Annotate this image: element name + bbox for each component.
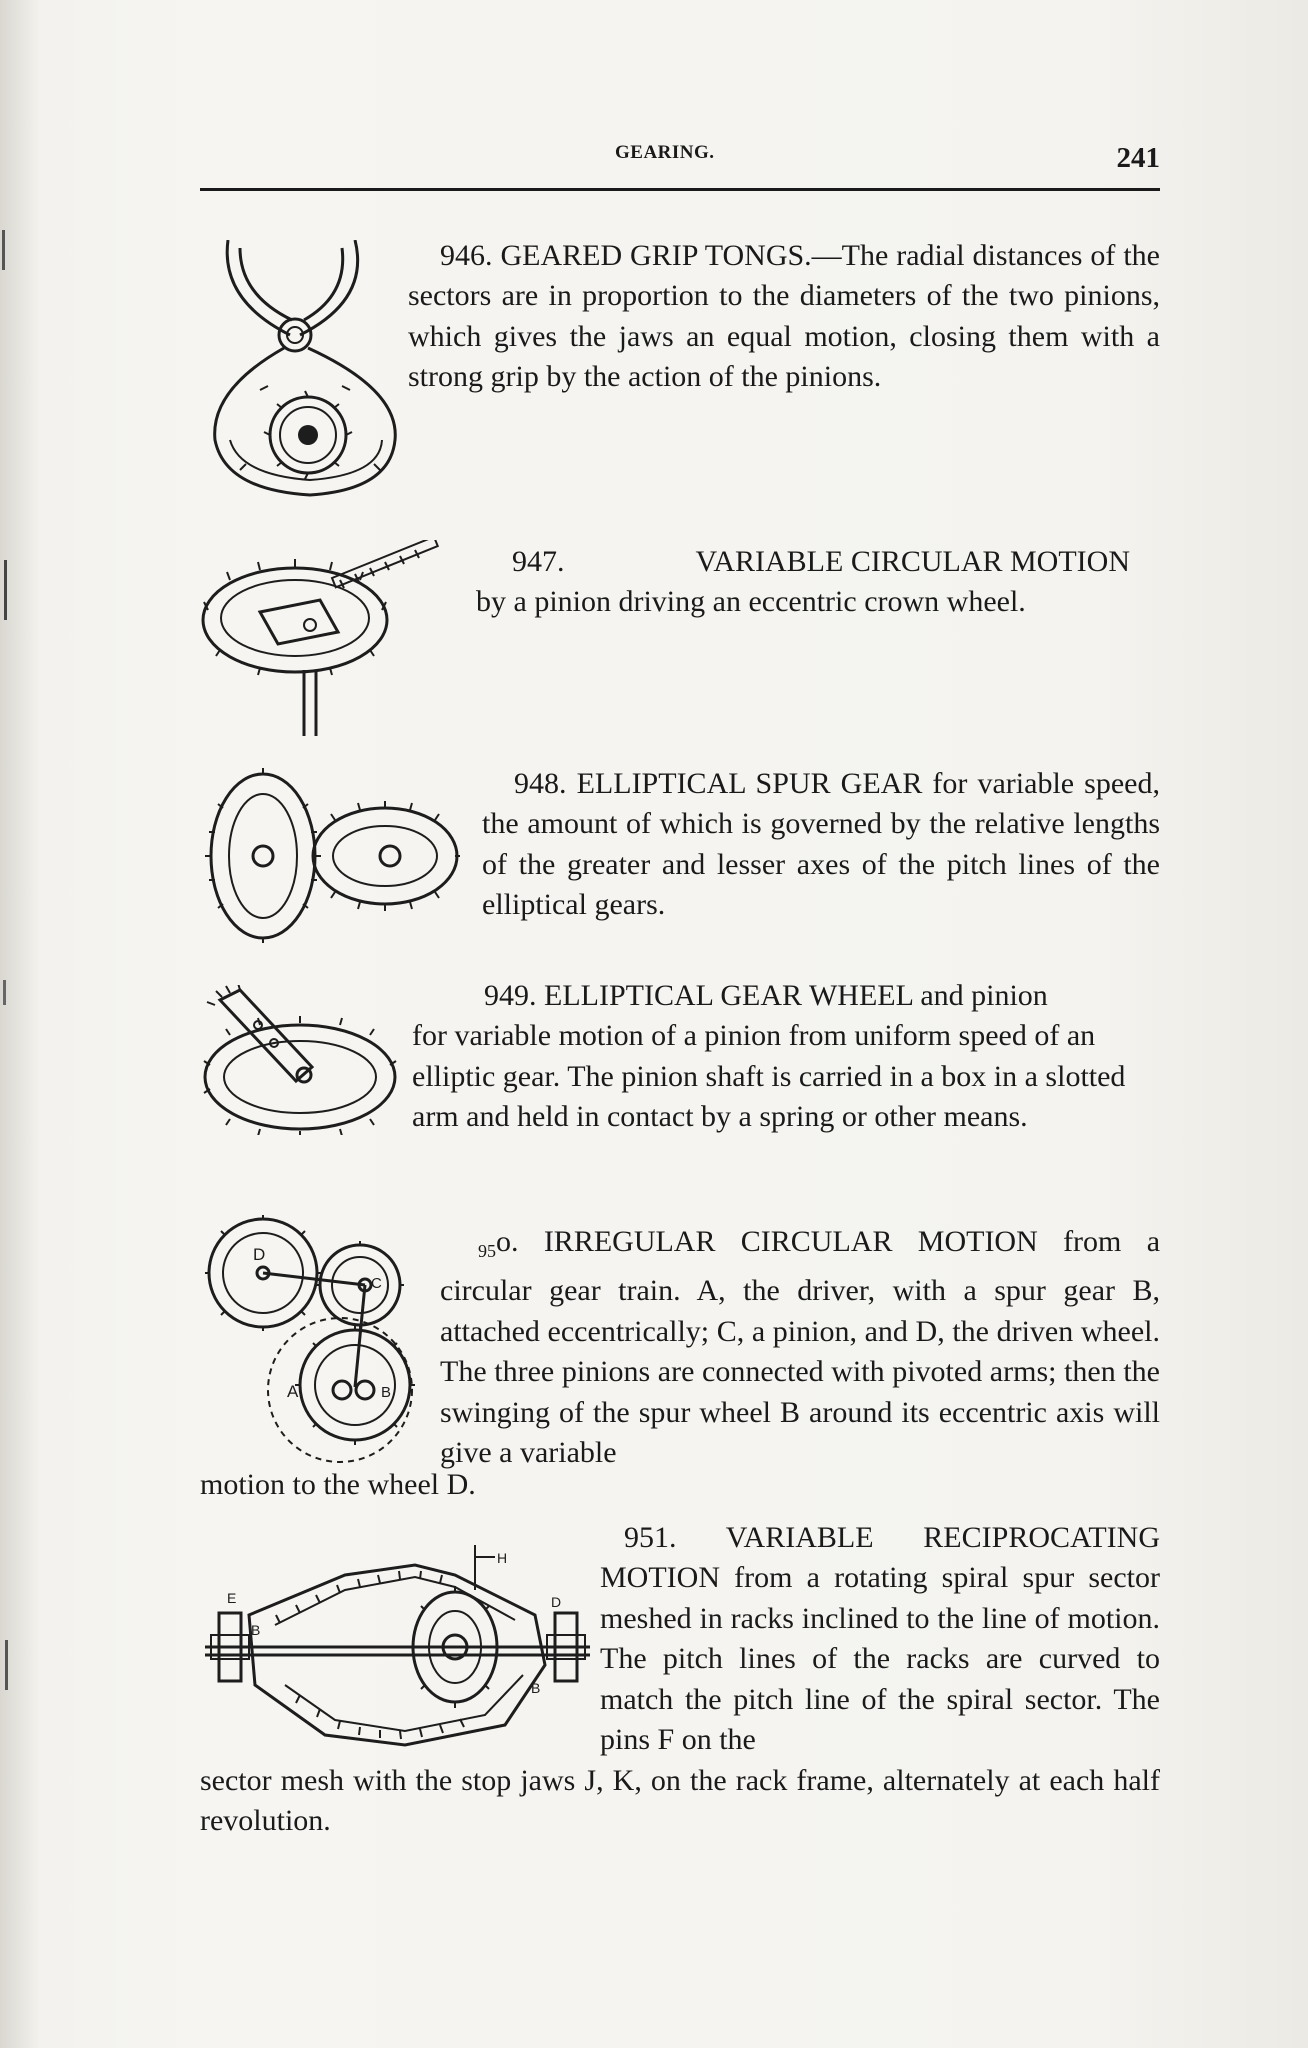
- running-title: GEARING.: [615, 142, 715, 163]
- entry-947: [476, 542, 1130, 623]
- entry-949: [412, 976, 1142, 1138]
- gear-train-label-b: B: [381, 1384, 392, 1401]
- gear-train-label-a: A: [287, 1382, 299, 1401]
- page-number: 241: [1116, 142, 1160, 174]
- rack-label-h: H: [497, 1550, 508, 1566]
- entry-946-number: 946.: [440, 239, 493, 272]
- rack-label-b-right: B: [531, 1680, 541, 1696]
- entry-948-number: 948.: [514, 767, 567, 800]
- entry-950-text: IRREGULAR CIRCULAR MOTION from a circular gear train. A, the driver, with a spur gear B, attached eccentrically; C, a pinion, and D, the driven wheel. The three pinions are connected with pivoted arms; then the swinging of the spur wheel B around its eccentric axis will give a variable: [440, 1225, 1161, 1470]
- elliptical-gear-pinion-figure: [200, 985, 400, 1135]
- rack-label-b-left: B: [251, 1622, 261, 1638]
- entry-949-title: ELLIPTICAL GEAR WHEEL and pinion: [544, 979, 1048, 1012]
- gear-train-label-d: D: [253, 1245, 266, 1264]
- entry-949-number: 949.: [484, 979, 537, 1012]
- entry-949-title-line: [412, 976, 1142, 1016]
- entry-947-title-line: [476, 542, 1130, 582]
- rack-label-e: E: [227, 1590, 237, 1606]
- entry-950: [440, 1222, 1160, 1473]
- entry-946-text: GEARED GRIP TONGS.—The radial distances of the sectors are in proportion to the diameters of the two pinions, which gives the jaws an equal motion, closing them with a strong grip by the action of the pinions.: [408, 239, 1160, 394]
- gear-train-figure: [205, 1215, 440, 1465]
- gear-train-label-c: C: [371, 1275, 382, 1292]
- entry-949-text: for variable motion of a pinion from uniform speed of an elliptic gear. The pinion shaft is carried in a box in a slotted arm and held in contact by a spring or other means.: [412, 1019, 1126, 1134]
- entry-948: [482, 764, 1160, 926]
- entry-951: [600, 1518, 1160, 1760]
- entry-947-number: 947.: [512, 545, 565, 578]
- entry-948-text: ELLIPTICAL SPUR GEAR for variable speed, the amount of which is governed by the relative lengths of the greater and lesser axes of the pitch lines of the elliptical gears.: [482, 767, 1160, 922]
- entry-946: [408, 236, 1160, 398]
- elliptical-spur-gears-figure: [205, 768, 460, 943]
- entry-951-continuation: sector mesh with the stop jaws J, K, on the rack frame, alternately at each half revolution.: [200, 1764, 1160, 1838]
- rack-label-d: D: [551, 1594, 562, 1610]
- binding-edge-marks: [0, 0, 14, 2048]
- entry-950-number: $_{95}$o.: [478, 1225, 519, 1261]
- entry-950-continuation: motion to the wheel D.: [200, 1468, 476, 1501]
- page-header: [200, 138, 1160, 198]
- entry-947-title: VARIABLE CIRCULAR MOTION: [695, 545, 1130, 578]
- reciprocating-rack-figure: [205, 1535, 590, 1765]
- header-rule: [200, 188, 1160, 191]
- geared-grip-tongs-figure: [200, 240, 415, 500]
- entry-951-text: VARIABLE RECIPROCATING MOTION from a rotating spiral spur sector meshed in racks inclined to the line of motion. The pitch lines of the racks are curved to match the pitch line of the spiral sector. The pins F on the: [600, 1521, 1160, 1757]
- eccentric-crown-wheel-figure: [200, 540, 450, 740]
- entry-947-text: by a pinion driving an eccentric crown wheel.: [476, 585, 1026, 619]
- entry-951-number: 951.: [624, 1521, 677, 1554]
